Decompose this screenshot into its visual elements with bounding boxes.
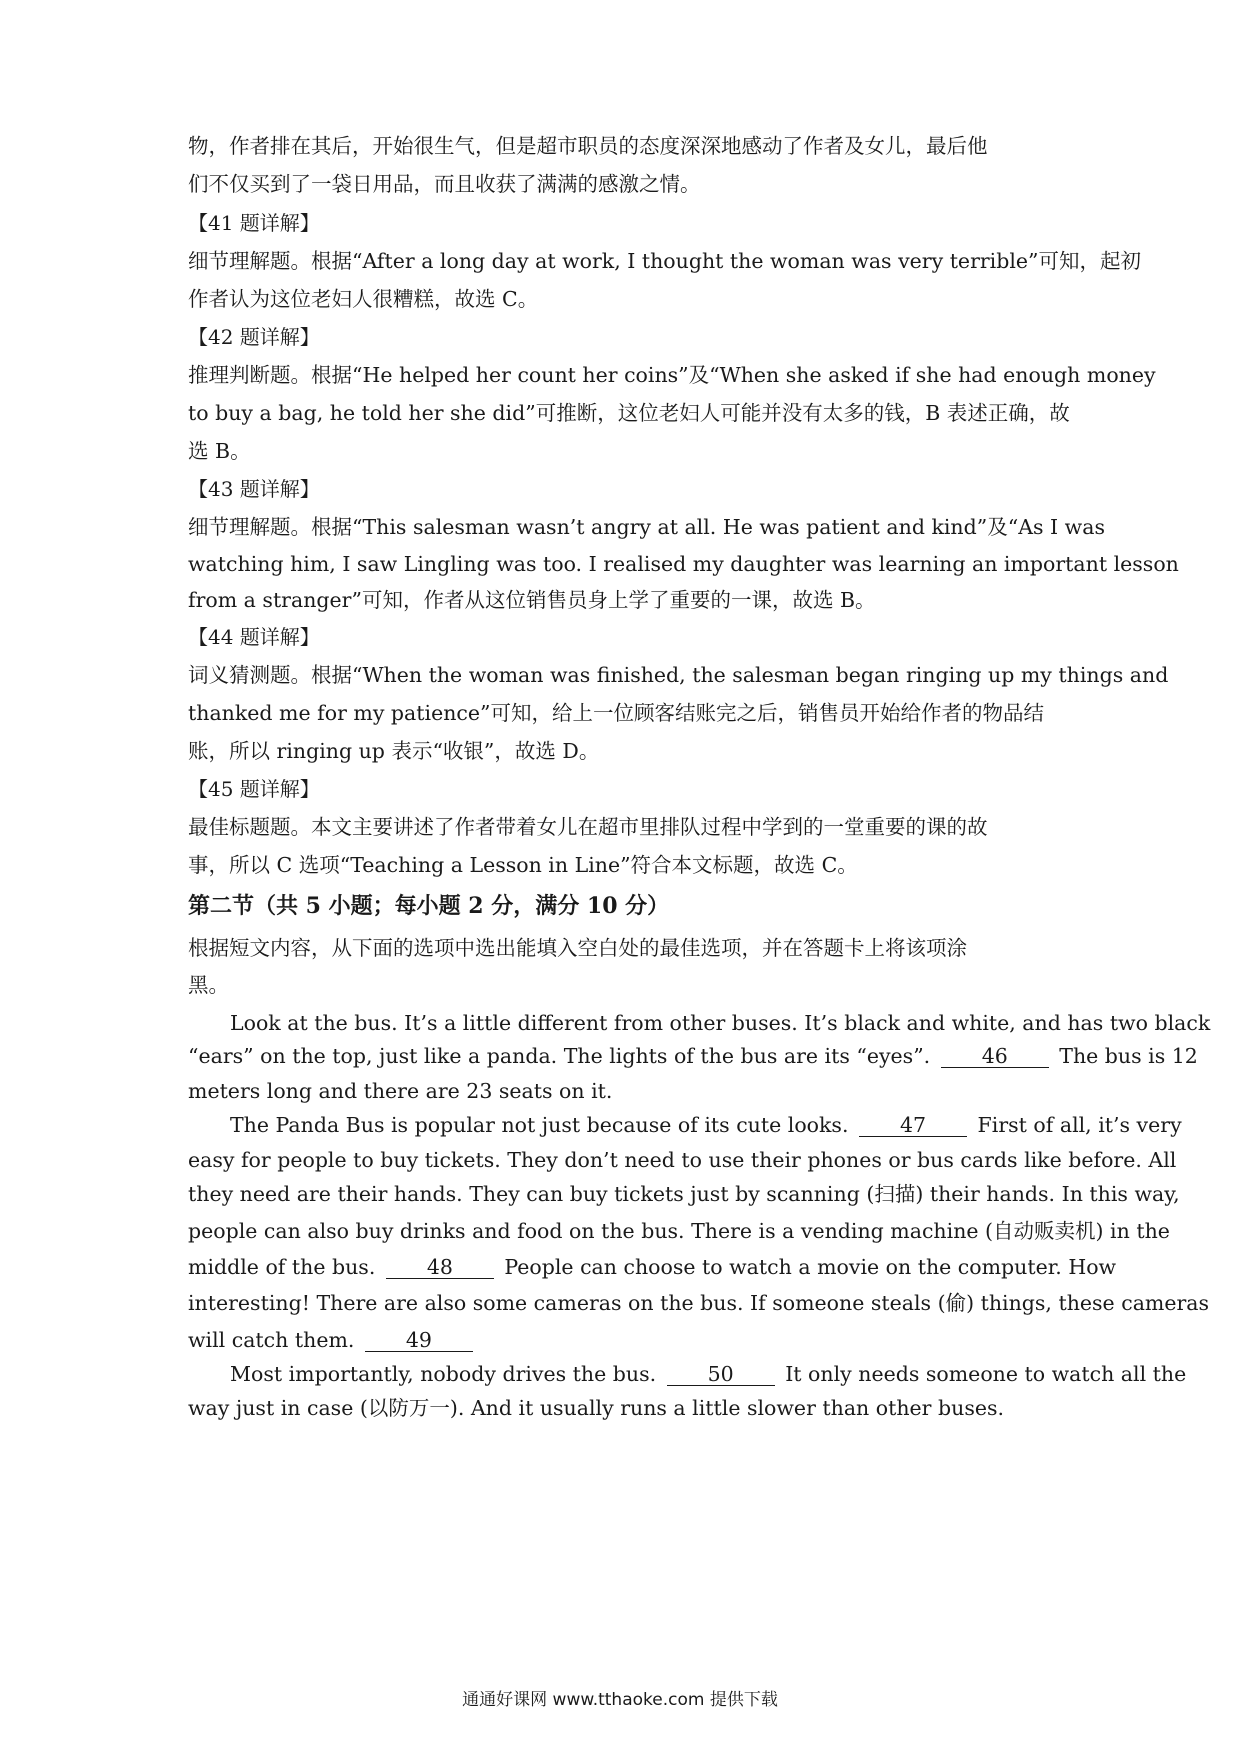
question-heading-43: 【43 题详解】 [188, 477, 320, 501]
blank-48: 48 [386, 1256, 494, 1279]
passage-line [188, 1253, 1117, 1281]
paragraph-line: thanked me for my patience”可知，给上一位顾客结账完之后，销售员开始给作者的物品结 [188, 701, 1044, 725]
passage-text: Most importantly, nobody drives the bus. [230, 1362, 657, 1386]
paragraph-line: 事，所以 C 选项“Teaching a Lesson in Line”符合本文标题，故选 C。 [188, 853, 858, 877]
paragraph-line: 们不仅买到了一袋日用品，而且收获了满满的感激之情。 [188, 172, 701, 196]
passage-line: easy for people to buy tickets. They don’t need to use their phones or bus cards like before. All [188, 1148, 1177, 1172]
passage-line: Look at the bus. It’s a little different from other buses. It’s black and white, and has two black [230, 1011, 1211, 1035]
blank-47: 47 [859, 1114, 967, 1137]
footer-watermark: 通通好课网 www.tthaoke.com 提供下载 [462, 1690, 778, 1710]
passage-text: “ears” on the top, just like a panda. The lights of the bus are its “eyes”. [188, 1044, 931, 1068]
passage-line [188, 1326, 1060, 1354]
paragraph-line: 账，所以 ringing up 表示“收银”，故选 D。 [188, 739, 600, 763]
passage-line: interesting! There are also some cameras on the bus. If someone steals (偷) things, these cameras [188, 1291, 1210, 1315]
passage-text: People can choose to watch a movie on the computer. How [504, 1255, 1117, 1279]
passage-line [230, 1360, 1187, 1388]
paragraph-line: 细节理解题。根据“After a long day at work, I thought the woman was very terrible”可知，起初 [188, 249, 1142, 273]
passage-text: First of all, it’s very [977, 1113, 1182, 1137]
passage-line: people can also buy drinks and food on the bus. There is a vending machine (自动贩卖机) in the [188, 1219, 1170, 1243]
question-heading-45: 【45 题详解】 [188, 777, 320, 801]
instruction-line: 根据短文内容，从下面的选项中选出能填入空白处的最佳选项，并在答题卡上将该项涂 [188, 936, 967, 960]
passage-line: way just in case (以防万一). And it usually runs a little slower than other buses. [188, 1396, 1005, 1420]
paragraph-line: to buy a bag, he told her she did”可推断，这位老妇人可能并没有太多的钱，B 表述正确，故 [188, 401, 1070, 425]
paragraph-line: 词义猜测题。根据“When the woman was finished, the salesman began ringing up my things and [188, 663, 1169, 687]
paragraph-line: watching him, I saw Lingling was too. I realised my daughter was learning an important lesson [188, 552, 1179, 576]
passage-line [230, 1111, 1182, 1139]
question-heading-41: 【41 题详解】 [188, 211, 320, 235]
passage-text: The Panda Bus is popular not just because of its cute looks. [230, 1113, 849, 1137]
paragraph-line: 物，作者排在其后，开始很生气，但是超市职员的态度深深地感动了作者及女儿，最后他 [188, 134, 988, 158]
passage-text: middle of the bus. [188, 1255, 376, 1279]
question-heading-44: 【44 题详解】 [188, 625, 320, 649]
blank-50: 50 [667, 1363, 775, 1386]
blank-46: 46 [941, 1045, 1049, 1068]
passage-text: will catch them. [188, 1328, 355, 1352]
paragraph-line: 作者认为这位老妇人很糟糕，故选 C。 [188, 287, 539, 311]
paragraph-line: from a stranger”可知，作者从这位销售员身上学了重要的一课，故选 B。 [188, 588, 876, 612]
question-heading-42: 【42 题详解】 [188, 325, 320, 349]
instruction-line: 黑。 [188, 973, 229, 997]
passage-line: meters long and there are 23 seats on it. [188, 1079, 613, 1103]
section-title: 第二节（共 5 小题；每小题 2 分，满分 10 分） [188, 893, 670, 919]
passage-line: they need are their hands. They can buy tickets just by scanning (扫描) their hands. In this way, [188, 1182, 1180, 1206]
paragraph-line: 最佳标题题。本文主要讲述了作者带着女儿在超市里排队过程中学到的一堂重要的课的故 [188, 815, 988, 839]
paragraph-line: 推理判断题。根据“He helped her count her coins”及“When she asked if she had enough money [188, 363, 1156, 387]
passage-text: The bus is 12 [1059, 1044, 1198, 1068]
passage-text: It only needs someone to watch all the [785, 1362, 1187, 1386]
paragraph-line: 选 B。 [188, 439, 251, 463]
passage-line [188, 1042, 1198, 1070]
blank-49: 49 [365, 1329, 473, 1352]
paragraph-line: 细节理解题。根据“This salesman wasn’t angry at all. He was patient and kind”及“As I was [188, 515, 1105, 539]
